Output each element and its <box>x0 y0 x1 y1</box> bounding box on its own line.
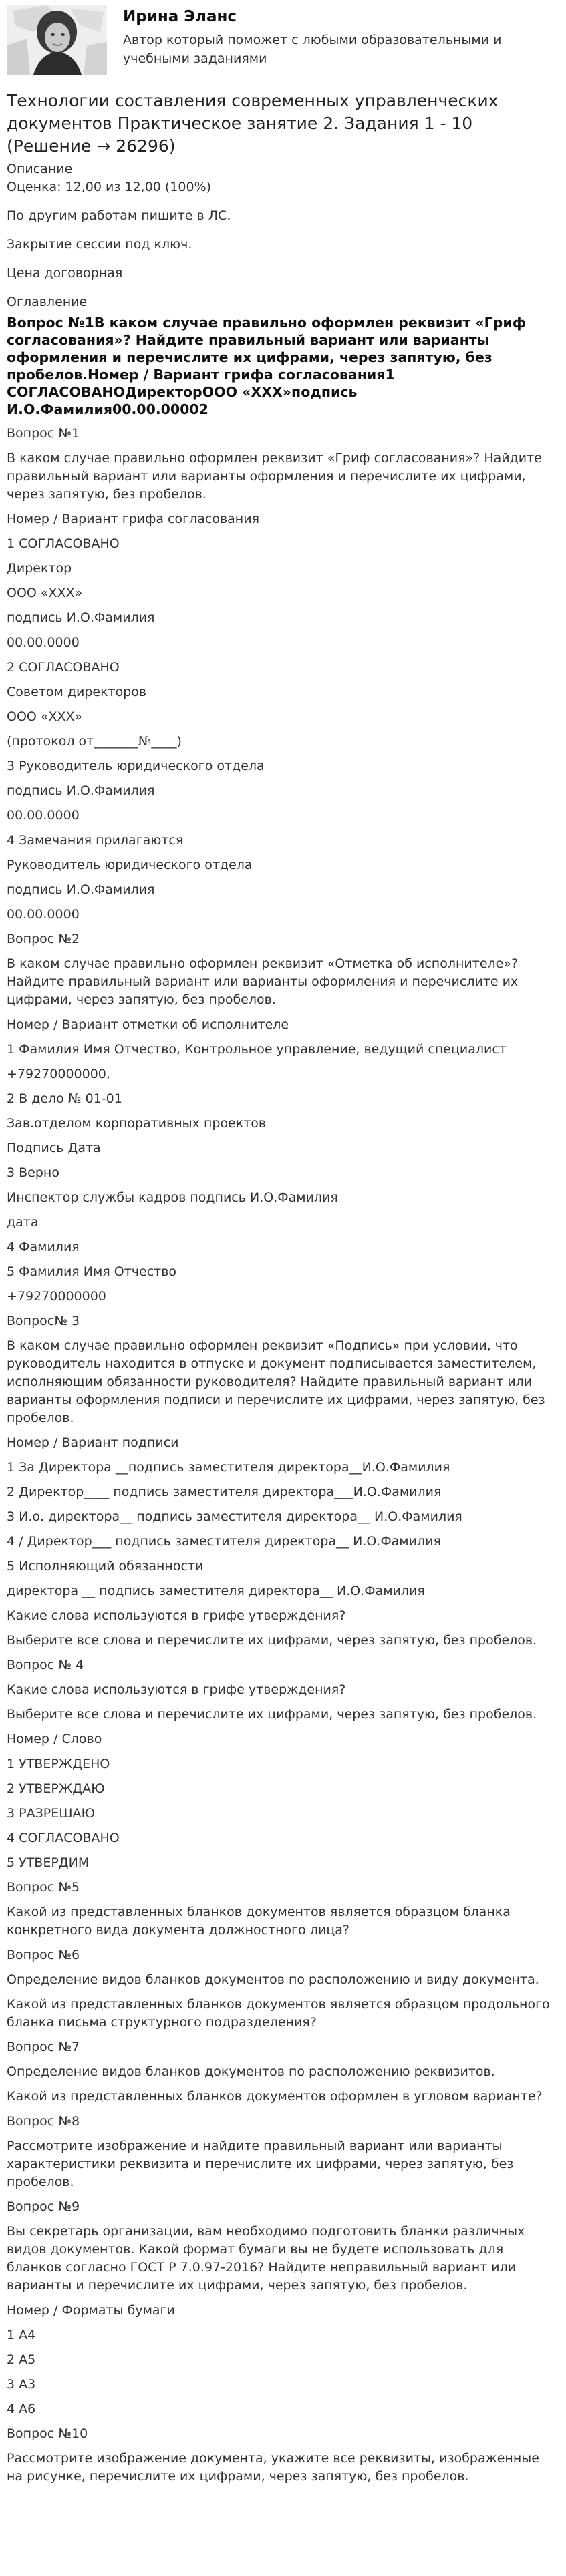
intro-line: По другим работам пишите в ЛС. <box>7 208 231 223</box>
body-line: 00.00.0000 <box>7 907 80 922</box>
body-line: Вопрос№ 3 <box>7 1314 80 1328</box>
body-line: Вы секретарь организации, вам необходимо подготовить бланки различных видов документов. Какой формат бумаги вы не будете использовать для бланков согласно ГОСТ Р 7.0.97-2016? Найдите неправильный вариант или варианты и перечислите их цифрами, через запятую, без пробелов. <box>7 2224 529 2293</box>
body-line: Вопрос №10 <box>7 2426 88 2441</box>
body-line: 2 В дело № 01-01 <box>7 1091 122 1106</box>
body-line: 2 А5 <box>7 2352 36 2367</box>
body-line: 5 Исполняющий обязанности <box>7 1559 204 1574</box>
document-body <box>7 425 559 2486</box>
toc-question-title: Вопрос №1В каком случае правильно оформлен реквизит «Гриф согласования»? Найдите правильный вариант или варианты оформления и перечислите их цифрами, через запятую, без пробелов.Номер / Вариант грифа согласования1 СОГЛАСОВАНОДиректорООО «ХХХ»подпись И.О.Фамилия00.00.00002 <box>7 315 527 417</box>
body-line: +79270000000, <box>7 1067 110 1081</box>
body-line: Вопрос №9 <box>7 2199 80 2214</box>
body-line: Вопрос №1 <box>7 426 80 441</box>
body-line: 4 / Директор___ подпись заместителя директора__ И.О.Фамилия <box>7 1534 441 1549</box>
body-line: 1 СОГЛАСОВАНО <box>7 536 120 551</box>
author-name[interactable]: Ирина Эланс <box>123 8 237 25</box>
body-line: Определение видов бланков документов по расположению реквизитов. <box>7 2064 495 2079</box>
body-line: 2 СОГЛАСОВАНО <box>7 660 120 675</box>
body-line: Советом директоров <box>7 685 147 699</box>
body-line: Какие слова используются в грифе утверждения? <box>7 1608 346 1623</box>
body-line: Номер / Вариант подписи <box>7 1435 179 1450</box>
body-line: Определение видов бланков документов по расположению и виду документа. <box>7 1972 539 1987</box>
author-info <box>123 5 551 68</box>
body-line: 00.00.0000 <box>7 808 80 823</box>
body-line: 2 Директор____ подпись заместителя директора___И.О.Фамилия <box>7 1485 442 1499</box>
body-line: Зав.отделом корпоративных проектов <box>7 1116 267 1131</box>
body-line: 3 И.о. директора__ подпись заместителя директора__ И.О.Фамилия <box>7 1509 462 1524</box>
body-line: дата <box>7 1215 39 1230</box>
body-line: 4 СОГЛАСОВАНО <box>7 1831 120 1845</box>
portrait-photo-icon <box>7 5 107 75</box>
body-line: 00.00.0000 <box>7 635 80 650</box>
body-line: Вопрос №6 <box>7 1948 80 1962</box>
body-line: Номер / Слово <box>7 1732 102 1746</box>
body-line: подпись И.О.Фамилия <box>7 882 155 897</box>
body-line: Рассмотрите изображение документа, укажите все реквизиты, изображенные на рисунке, перечислите их цифрами, через запятую, без пробелов. <box>7 2451 543 2484</box>
body-line: Подпись Дата <box>7 1141 101 1155</box>
body-line: В каком случае правильно оформлен реквизит «Подпись» при условии, что руководитель находится в отпуске и документ подписывается заместителем, исполняющим обязанности руководителя? Найдите правильный вариант или варианты оформления подписи и перечислите их цифрами, через запятую, без пробелов. <box>7 1338 549 1425</box>
author-header <box>7 0 559 80</box>
body-line: +79270000000 <box>7 1289 106 1304</box>
body-line: 1 А4 <box>7 2328 36 2342</box>
body-line: Выберите все слова и перечислите их цифрами, через запятую, без пробелов. <box>7 1707 537 1722</box>
body-line: Вопрос №7 <box>7 2040 80 2054</box>
score-text: Оценка: 12,00 из 12,00 (100%) <box>7 180 212 194</box>
page-title: Технологии составления современных управленческих документов Практическое занятие 2. Задания 1 - 10 (Решение → 26296) <box>7 91 499 156</box>
description-label: Описание <box>7 162 73 176</box>
body-line: 3 Верно <box>7 1165 59 1180</box>
body-line: Какой из представленных бланков документов является образцом бланка конкретного вида документа должностного лица? <box>7 1905 515 1938</box>
body-line: Вопрос № 4 <box>7 1658 84 1672</box>
body-line: 1 УТВЕРЖДЕНО <box>7 1757 110 1771</box>
body-line: подпись И.О.Фамилия <box>7 783 155 798</box>
body-line: ООО «ХХХ» <box>7 586 83 600</box>
body-line: Инспектор службы кадров подпись И.О.Фамилия <box>7 1190 338 1205</box>
intro-line: Цена договорная <box>7 266 123 281</box>
body-line: 4 А6 <box>7 2402 36 2416</box>
body-line: 1 Фамилия Имя Отчество, Контрольное управление, ведущий специалист <box>7 1042 507 1057</box>
body-line: Руководитель юридического отдела <box>7 858 253 872</box>
body-line: 4 Замечания прилагаются <box>7 833 184 848</box>
body-line: 2 УТВЕРЖДАЮ <box>7 1781 105 1796</box>
body-line: В каком случае правильно оформлен реквизит «Гриф согласования»? Найдите правильный вариант или варианты оформления и перечислите их цифрами, через запятую, без пробелов. <box>7 451 546 502</box>
body-line: 4 Фамилия <box>7 1240 80 1254</box>
body-line: Какой из представленных бланков документов является образцом продольного бланка письма структурного подразделения? <box>7 1997 554 2030</box>
body-line: Директор <box>7 561 72 576</box>
body-line: Номер / Вариант отметки об исполнителе <box>7 1017 289 1032</box>
body-line: 3 Руководитель юридического отдела <box>7 759 265 773</box>
body-line: подпись И.О.Фамилия <box>7 610 155 625</box>
author-avatar[interactable] <box>7 5 107 75</box>
body-line: Номер / Вариант грифа согласования <box>7 512 260 526</box>
body-line: 3 А3 <box>7 2377 36 2392</box>
body-line: Какие слова используются в грифе утверждения? <box>7 1682 346 1697</box>
body-line: ООО «ХХХ» <box>7 709 83 724</box>
body-line: Номер / Форматы бумаги <box>7 2303 175 2318</box>
body-line: Выберите все слова и перечислите их цифрами, через запятую, без пробелов. <box>7 1633 537 1648</box>
body-line: (протокол от_______№____) <box>7 734 182 749</box>
body-line: 3 РАЗРЕШАЮ <box>7 1806 96 1821</box>
body-line: 5 УТВЕРДИМ <box>7 1855 90 1870</box>
intro-line: Закрытие сессии под ключ. <box>7 237 192 252</box>
body-line: Вопрос №8 <box>7 2114 80 2129</box>
body-line: Какой из представленных бланков документов оформлен в угловом варианте? <box>7 2089 543 2104</box>
body-line: Рассмотрите изображение и найдите правильный вариант или варианты характеристики реквизита и перечислите их цифрами, через запятую, без пробелов. <box>7 2139 518 2189</box>
body-line: Вопрос №2 <box>7 932 80 946</box>
body-line: Вопрос №5 <box>7 1880 80 1895</box>
author-subtitle: Автор который поможет с любыми образовательными и учебными заданиями <box>123 33 502 66</box>
body-line: В каком случае правильно оформлен реквизит «Отметка об исполнителе»? Найдите правильный вариант или варианты оформления и перечислите их цифрами, через запятую, без пробелов. <box>7 956 523 1007</box>
toc-label: Оглавление <box>7 295 88 309</box>
body-line: 5 Фамилия Имя Отчество <box>7 1264 177 1279</box>
body-line: директора __ подпись заместителя директора__ И.О.Фамилия <box>7 1584 425 1598</box>
body-line: 1 За Директора __подпись заместителя директора__И.О.Фамилия <box>7 1460 450 1475</box>
